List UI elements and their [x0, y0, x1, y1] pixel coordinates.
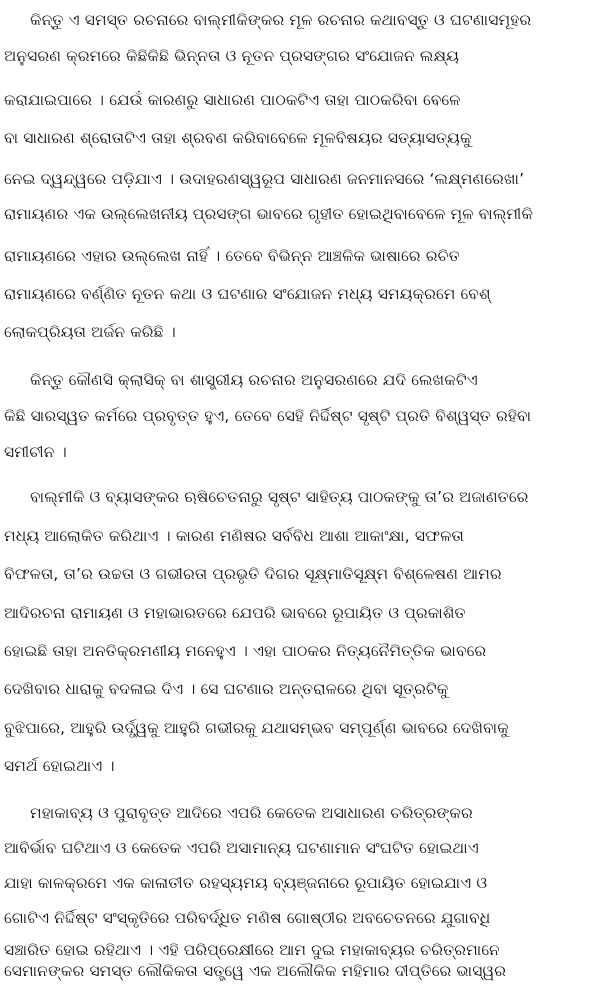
text-line: ରାମାୟଣରେ ଏହାର ଉଲ୍ଲେଖ ନାହିଁ । ତେବେ ବିଭିନ୍ନ ଆଞ୍ଚଳିକ ଭାଷାରେ ରଚିତ [4, 247, 460, 265]
text-line: ଅନୁସରଣ କ୍ରମରେ କିଛିକିଛି ଭିନ୍ନତା ଓ ନୂତନ ପ୍ରସଙ୍ଗର ସଂଯୋଜନ ଲକ୍ଷ୍ୟ [4, 47, 460, 65]
text-line: ଗୋଟିଏ ନିର୍ଦ୍ଦିଷ୍ଟ ସଂସ୍କୃତିରେ ପରିବର୍ଦ୍ଧିତ ମଣିଷ ଗୋଷ୍ଠୀର ଅବଚେତନରେ ଯୁଗାବଧି [4, 909, 491, 927]
text-line: କିନ୍ତୁ ଏ ସମସ୍ତ ରଚନାରେ ବାଲ୍ମୀକିଙ୍କର ମୂଳ ରଚନାର କଥାବସ୍ତୁ ଓ ଘଟଣାସମୂହର [30, 11, 532, 29]
text-line: ସଞ୍ଚାରିତ ହୋଇ ରହିଥାଏ । ଏହି ପରିପ୍ରେକ୍ଷୀରେ ଆମ ଦୁଇ ମହାକାବ୍ୟର ଚରିତ୍ରମାନେ [4, 941, 500, 959]
text-line: କିନ୍ତୁ କୌଣସି କ୍ଲାସିକ୍ ବା ଶାସ୍ତ୍ରୀୟ ରଚନାର ଅନୁସରଣରେ ଯଦି ଲେଖକଟିଏ [30, 371, 478, 389]
text-line: ରାମାୟଣରେ ବର୍ଣ୍ଣିତ ନୂତନ କଥା ଓ ଘଟଣାର ସଂଯୋଜନ ମଧ୍ୟ ସମୟକ୍ରମେ ବେଶ୍ [4, 285, 491, 303]
text-line: ବାଲ୍ମୀକି ଓ ବ୍ୟାସଙ୍କର ଋଷିଚେତନାରୁ ସୃଷ୍ଟ ସାହିତ୍ୟ ପାଠକଙ୍କୁ ତା’ର ଅଜାଣତରେ [30, 488, 529, 506]
text-line: ମଧ୍ୟ ଆଲୋକିତ କରିଥାଏ । କାରଣ ମଣିଷର ସର୍ବବିଧ ଆଶା ଆକାଂକ୍ଷା, ସଫଳତା [4, 527, 464, 545]
text-line: ଲୋକପ୍ରିୟତା ଅର୍ଜନ କରିଛି । [4, 323, 176, 341]
text-line: କରାଯାଇପାରେ । ଯେଉଁ କାରଣରୁ ସାଧାରଣ ପାଠକଟିଏ ତାହା ପାଠକରିବା ବେଳେ [4, 91, 461, 109]
text-line: ହୋଇଛି ତାହା ଅନତିକ୍ରମଣୀୟ ମନେହୁଏ । ଏହା ପାଠକର ନିତ୍ୟନୈମିତ୍ତିକ ଭାବରେ [4, 642, 487, 660]
text-line: ଦେଖିବାର ଧାରାକୁ ବଦଳାଇ ଦିଏ । ସେ ଘଟଣାର ଅନ୍ତରାଳରେ ଥିବା ସୂତ୍ରଟିକୁ [4, 680, 449, 698]
text-line: ଆଦିରଚନା ରାମାୟଣ ଓ ମହାଭାରତରେ ଯେପରି ଭାବରେ ରୂପାୟିତ ଓ ପ୍ରକାଶିତ [4, 604, 466, 622]
text-line: ଯାହା କାଳକ୍ରମେ ଏକ କାଳାତୀତ ରହସ୍ୟମୟ ବ୍ୟଞ୍ଜନାରେ ରୂପାୟିତ ହୋଇଯାଏ ଓ [4, 874, 488, 892]
text-line: କିଛି ସାରସ୍ୱତ କର୍ମରେ ପ୍ରବୃତ୍ତ ହୁଏ, ତେବେ ସେହି ନିର୍ଦ୍ଦିଷ୍ଟ ସୃଷ୍ଟି ପ୍ରତି ବିଶ୍ୱସ୍ତ ରହିବା [4, 407, 532, 425]
text-line: ମହାକାବ୍ୟ ଓ ପୁରାବୃତ୍ତ ଆଦିରେ ଏପରି କେତେକ ଅସାଧାରଣ ଚରିତ୍ରଙ୍କର [30, 804, 473, 822]
text-line: ସେମାନଙ୍କର ସମସ୍ତ ଲୌକିକତା ସତ୍ତ୍ୱେ ଏକ ଅଲୌକିକ ମହିମାର ଦୀପ୍ତିରେ ଭାସ୍ୱର [4, 962, 507, 980]
text-line: ନେଇ ଦ୍ୱନ୍ଦ୍ୱରେ ପଡ଼ିଯାଏ । ଉଦାହରଣସ୍ୱରୂପ ସାଧାରଣ ଜନମାନସରେ ‘ଲକ୍ଷ୍ମଣରେଖା’ [4, 170, 525, 188]
text-line: ସମୀଚୀନ । [4, 443, 67, 461]
text-line: ବିଫଳତା, ତା’ର ଉଚ୍ଚତା ଓ ଗଭୀରତା ପ୍ରଭୃତି ଦିଗର ସୂକ୍ଷ୍ମାତିସୂକ୍ଷ୍ମ ବିଶ୍ଳେଷଣ ଆମର [4, 565, 502, 583]
text-line: ସମର୍ଥ ହୋଇଥାଏ । [4, 757, 115, 775]
text-line: ଆବିର୍ଭାବ ଘଟିଥାଏ ଓ କେତେକ ଏପରି ଅସାମାନ୍ୟ ଘଟଣାମାନ ସଂଘଟିତ ହୋଇଥାଏ [4, 839, 479, 857]
text-line: ବୁଝିପାରେ, ଆହୁରି ଉର୍ଦ୍ଧ୍ୱକୁ ଆହୁରି ଗଭୀରକୁ ଯଥାସମ୍ଭବ ସମ୍ପୂର୍ଣ୍ଣ ଭାବରେ ଦେଖିବାକୁ [4, 719, 509, 737]
text-line: ରାମାୟଣର ଏକ ଉଲ୍ଲେଖନୀୟ ପ୍ରସଙ୍ଗ ଭାବରେ ଗୃହୀତ ହୋଇଥିବାବେଳେ ମୂଳ ବାଲ୍ମୀକି [4, 205, 534, 223]
text-line: ବା ସାଧାରଣ ଶ୍ରୋତାଟିଏ ତାହା ଶ୍ରବଣ କରିବାବେଳେ ମୂଳବିଷୟର ସତ୍ୟାସତ୍ୟକୁ [4, 129, 472, 147]
